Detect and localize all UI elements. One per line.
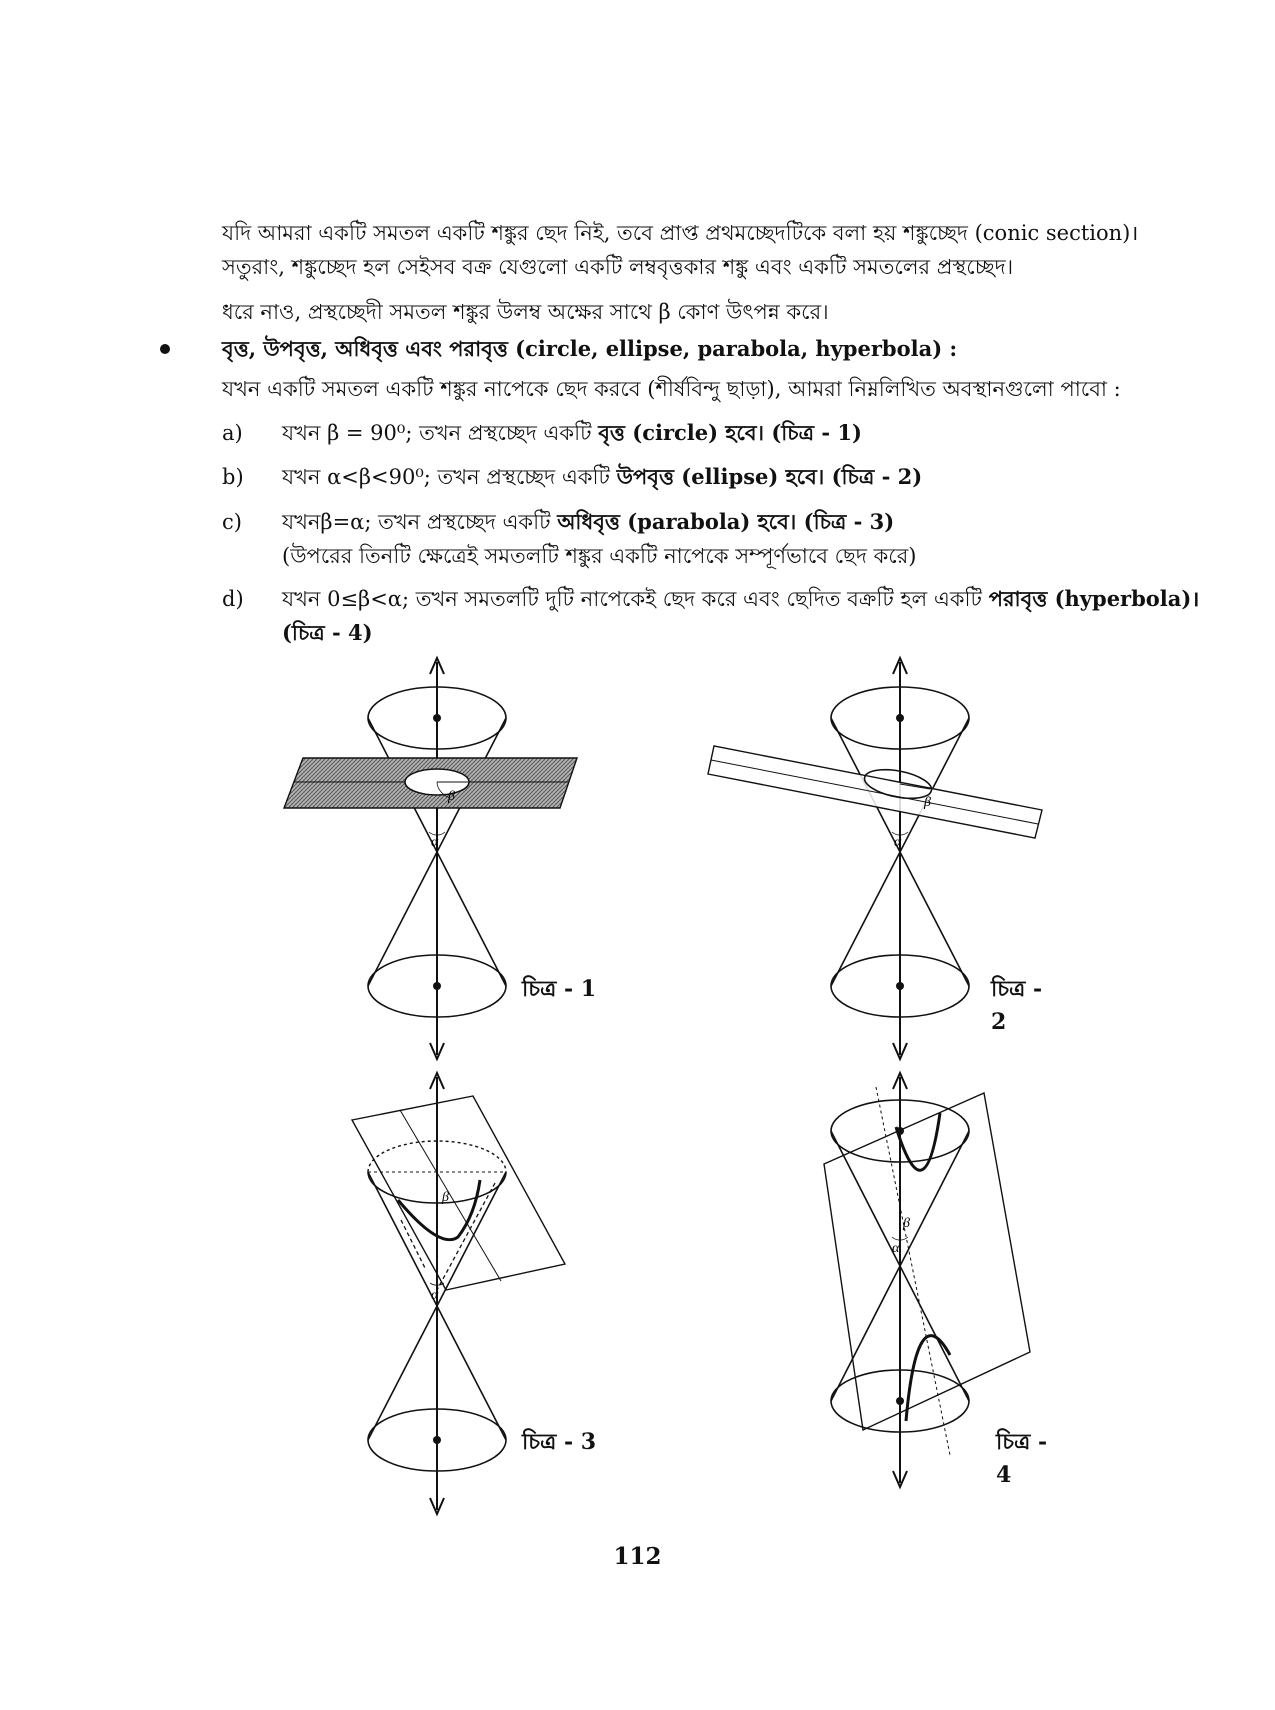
item-d-letter: d)	[222, 587, 244, 611]
figure-2-caption: চিত্র - 2	[991, 976, 1043, 1035]
item-d-pre: যখন 0≤β<α; তখন সমতলটি দুটি নাপেকেই ছেদ করে এবং ছেদিত বক্রটি হল একটি	[282, 587, 989, 611]
intro-line-2: সতুরাং, শঙ্কুচ্ছেদ হল সেইসব বক্র যেগুলো একটি লম্ববৃত্তকার শঙ্কু এবং একটি সমতলের প্রস্থচ্ছেদ।	[222, 255, 1014, 279]
item-a-bold: বৃত্ত (circle) হবে। (চিত্র - 1)	[598, 420, 862, 445]
item-d-cont: (চিত্র - 4)	[282, 620, 373, 645]
page-number: 112	[613, 1543, 662, 1570]
item-b-text	[282, 462, 922, 492]
beta-label: β	[924, 795, 931, 810]
item-b-bold: উপবৃত্ত (ellipse) হবে। (চিত্র - 2)	[616, 464, 923, 489]
figure-2-ellipse	[760, 650, 1060, 1070]
item-c-text	[282, 507, 894, 537]
alpha-label: α	[431, 835, 439, 850]
item-c-note: (উপরের তিনটি ক্ষেত্রেই সমতলটি শঙ্কুর একটি নাপেকে সম্পূর্ণভাবে ছেদ করে)	[282, 544, 917, 568]
intro-line-3: ধরে নাও, প্রস্থচ্ছেদী সমতল শঙ্কুর উলম্ব অক্ষের সাথে β কোণ উৎপন্ন করে।	[222, 300, 829, 324]
figure-3-parabola	[290, 1065, 620, 1525]
figure-4-hyperbola	[760, 1065, 1060, 1495]
figure-3-caption: চিত্র - 3	[522, 1429, 597, 1455]
item-a-pre: যখন β = 90⁰; তখন প্রস্থচ্ছেদ একটি	[282, 421, 599, 445]
beta-label: β	[903, 1216, 910, 1231]
item-a-letter: a)	[222, 421, 243, 445]
alpha-label: α	[894, 835, 902, 850]
cutting-plane	[352, 1096, 565, 1290]
item-d-text	[282, 584, 1199, 614]
item-c-letter: c)	[222, 510, 242, 534]
item-d-bold: পরাবৃত্ত (hyperbola)।	[988, 586, 1200, 611]
alpha-label: α	[892, 1241, 900, 1256]
bullet-dot	[160, 344, 170, 354]
item-b-letter: b)	[222, 465, 244, 489]
parabola-curve	[398, 1180, 480, 1240]
alpha-label: α	[431, 1288, 439, 1303]
item-c-pre: যখনβ=α; তখন প্রস্থচ্ছেদ একটি	[282, 510, 558, 534]
bullet-heading: বৃত্ত, উপবৃত্ত, অধিবৃত্ত এবং পরাবৃত্ত (circle, ellipse, parabola, hyperbola) :	[222, 336, 958, 361]
hyperbola-lower-branch	[906, 1336, 950, 1421]
beta-label: β	[448, 789, 455, 804]
bullet-lead: যখন একটি সমতল একটি শঙ্কুর নাপেকে ছেদ করবে (শীর্ষবিন্দু ছাড়া), আমরা নিম্নলিখিত অবস্থানগুলো পাবো :	[222, 377, 1121, 401]
beta-label: β	[442, 1190, 449, 1205]
figure-1-circle	[290, 650, 620, 1070]
intro-line-1: যদি আমরা একটি সমতল একটি শঙ্কুর ছেদ নিই, তবে প্রাপ্ত প্রথমচ্ছেদটিকে বলা হয় শঙ্কুচ্ছেদ (conic section)।	[222, 221, 1139, 245]
figure-4-caption: চিত্র - 4	[996, 1429, 1048, 1488]
item-a-text	[282, 418, 862, 448]
item-b-pre: যখন α<β<90⁰; তখন প্রস্থচ্ছেদ একটি	[282, 465, 617, 489]
cutting-plane	[824, 1093, 1030, 1430]
figure-1-caption: চিত্র - 1	[522, 976, 597, 1002]
item-c-bold: অধিবৃত্ত (parabola) হবে। (চিত্র - 3)	[557, 509, 895, 534]
